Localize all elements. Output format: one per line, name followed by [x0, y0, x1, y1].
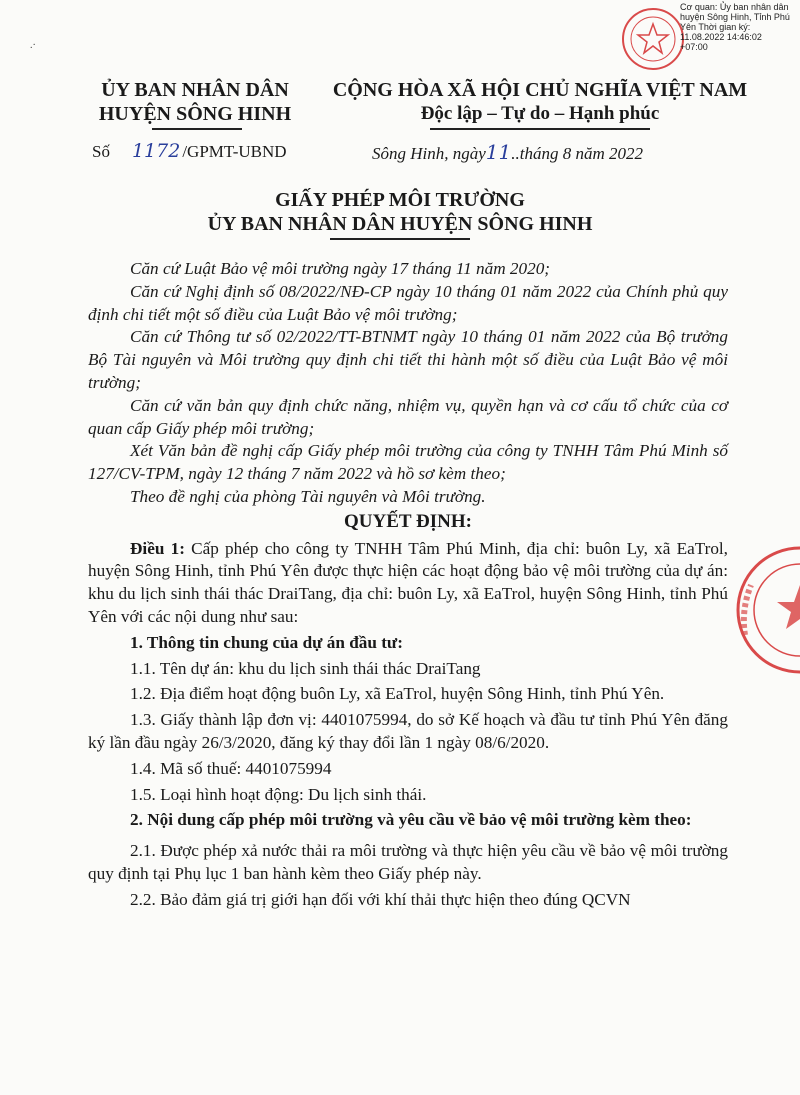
section-2-item: 2.1. Được phép xả nước thải ra môi trường và thực hiện yêu cầu về bảo vệ môi trường quy định tại Phụ lục 1 ban hành kèm theo Giấy phép này. [88, 841, 728, 883]
date-handwritten-day: 11 [485, 140, 512, 164]
org-underline [152, 128, 242, 130]
title-line-1: GIẤY PHÉP MÔI TRƯỜNG [275, 189, 525, 211]
national-header [290, 78, 790, 126]
section-1-heading: 1. Thông tin chung của dự án đầu tư: [130, 632, 403, 652]
document-title [0, 188, 800, 236]
article-1-text: Cấp phép cho công ty TNHH Tâm Phú Minh, địa chỉ: buôn Ly, xã EaTrol, huyện Sông Hinh, tỉnh Phú Yên được thực hiện các hoạt động bảo vệ môi trường của dự án: khu du lịch sinh thái thác DraiTang, địa chỉ: buôn Ly, xã EaTrol, huyện Sông Hinh, tỉnh Phú Yên với các nội dung như sau: [88, 538, 728, 626]
motto-underline [430, 128, 650, 130]
document-number [92, 140, 287, 162]
date-after: ..tháng 8 năm 2022 [511, 144, 643, 163]
decision-heading: QUYẾT ĐỊNH: [344, 510, 472, 532]
digital-signature-text: Cơ quan: Ủy ban nhân dân huyện Sông Hinh, Tỉnh Phú Yên Thời gian ký: 11.08.2022 14:46:02 +07:00 [680, 2, 790, 52]
legal-basis-6: Theo đề nghị của phòng Tài nguyên và Môi trường. [130, 486, 486, 506]
section-1-item: 1.3. Giấy thành lập đơn vị: 4401075994, do sở Kế hoạch và đầu tư tỉnh Phú Yên đăng ký lần đầu ngày 26/3/2020, đăng ký thay đổi lần 1 ngày 08/6/2020. [88, 710, 728, 752]
section-1-item: 1.5. Loại hình hoạt động: Du lịch sinh thái. [130, 784, 427, 804]
document-body [88, 258, 728, 912]
legal-basis-1: Căn cứ Luật Bảo vệ môi trường ngày 17 tháng 11 năm 2020; [130, 259, 551, 278]
nation-motto: Độc lập – Tự do – Hạnh phúc [420, 103, 660, 124]
org-line-2: HUYỆN SÔNG HINH [98, 103, 292, 125]
section-1-item: 1.2. Địa điểm hoạt động buôn Ly, xã EaTrol, huyện Sông Hinh, tỉnh Phú Yên. [130, 684, 665, 704]
issue-date [372, 140, 643, 164]
legal-basis-4: Căn cứ văn bản quy định chức năng, nhiệm vụ, quyền hạn và cơ cấu tổ chức của cơ quan cấp Giấy phép môi trường; [88, 395, 728, 438]
official-stamp-icon [725, 540, 800, 680]
section-2-item: 2.2. Bảo đảm giá trị giới hạn đối với khí thải thực hiện theo đúng QCVN [130, 889, 631, 909]
legal-basis-5: Xét Văn bản đề nghị cấp Giấy phép môi trường của công ty TNHH Tâm Phú Minh số 127/CV-TPM, ngày 12 tháng 7 năm 2022 và hồ sơ kèm theo; [88, 441, 728, 484]
nation-line-1: CỘNG HÒA XÃ HỘI CHỦ NGHĨA VIỆT NAM [332, 79, 748, 101]
section-1-item: 1.4. Mã số thuế: 4401075994 [130, 758, 332, 778]
legal-basis-3: Căn cứ Thông tư số 02/2022/TT-BTNMT ngày 10 tháng 01 năm 2022 của Bộ trưởng Bộ Tài nguyên và Môi trường quy định chi tiết thi hành một số điều của Luật Bảo vệ môi trường; [88, 327, 728, 392]
digital-signature-seal-icon [618, 4, 688, 74]
doc-number-prefix: Số [92, 142, 110, 161]
legal-basis-2: Căn cứ Nghị định số 08/2022/NĐ-CP ngày 10 tháng 01 năm 2022 của Chính phủ quy định chi tiết một số điều của Luật Bảo vệ môi trường; [88, 281, 728, 324]
section-2-heading: 2. Nội dung cấp phép môi trường và yêu cầu về bảo vệ môi trường kèm theo: [130, 810, 692, 830]
title-line-2: ỦY BAN NHÂN DÂN HUYỆN SÔNG HINH [207, 213, 593, 235]
doc-number-suffix: /GPMT-UBND [182, 142, 287, 161]
article-1-label: Điều 1: [130, 538, 185, 558]
doc-number-handwritten: 1172 [131, 140, 181, 162]
article-1 [88, 538, 728, 629]
org-line-1: ỦY BAN NHÂN DÂN [101, 79, 289, 101]
date-before: Sông Hinh, ngày [372, 144, 486, 163]
title-underline [330, 238, 470, 240]
section-1-item: 1.1. Tên dự án: khu du lịch sinh thái thác DraiTang [130, 658, 481, 678]
scan-mark: .· [30, 40, 36, 51]
